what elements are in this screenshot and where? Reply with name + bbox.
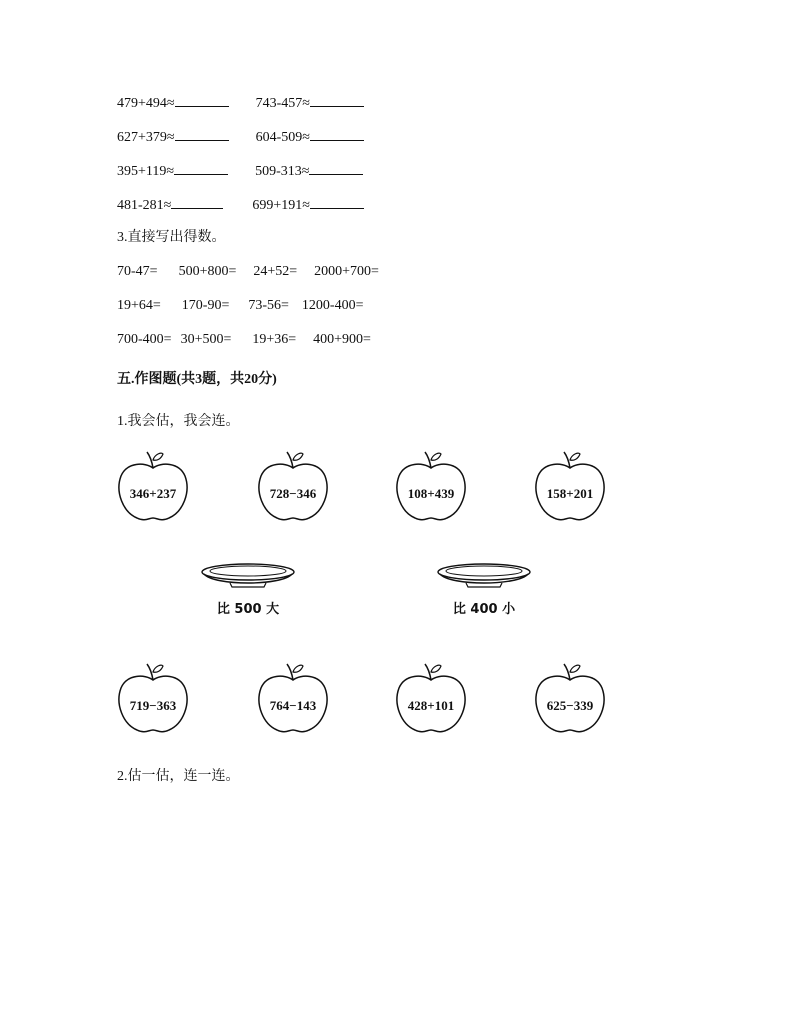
plate-label: 比 500 大 [216,602,280,617]
estimate-expression: 481-281≈ [117,198,172,213]
apple-expression: 158+201 [546,486,594,501]
apple-bottom-1[interactable] [115,660,191,736]
estimate-expression: 509-313≈ [255,164,310,179]
calc-item: 73-56= [248,298,289,313]
apple-expression: 764−143 [269,698,317,713]
estimate-expression: 743-457≈ [255,96,310,111]
calc-item: 400+900= [313,332,371,347]
estimate-expression: 604-509≈ [255,130,310,145]
calc-item: 170-90= [181,298,230,313]
apple-top-3[interactable] [393,448,469,524]
apple-expression: 428+101 [407,698,455,713]
calc-item: 500+800= [178,264,237,279]
plate-greater-than-500[interactable] [200,562,296,622]
answer-blank[interactable] [175,93,229,107]
calc-item: 2000+700= [314,264,379,279]
q1-title: 1.我会估，我会连。 [117,414,240,429]
calc-item: 24+52= [253,264,298,279]
plate-label: 比 400 小 [452,602,516,617]
answer-blank[interactable] [310,195,364,209]
answer-blank[interactable] [174,161,228,175]
answer-blank[interactable] [175,127,229,141]
apple-top-4[interactable] [532,448,608,524]
estimate-expression: 479+494≈ [117,96,175,111]
answer-blank[interactable] [310,127,364,141]
apple-expression: 728−346 [269,486,317,501]
estimate-expression: 699+191≈ [252,198,310,213]
calc-item: 19+64= [117,298,161,313]
q2-title: 2.估一估，连一连。 [117,769,240,784]
estimate-row-4 [117,195,364,215]
section5-title: 五.作图题(共3题，共20分) [117,372,277,387]
apple-bottom-3[interactable] [393,660,469,736]
apple-bottom-4[interactable] [532,660,608,736]
calc-item: 70-47= [117,264,158,279]
calc-row-2 [117,297,363,315]
estimate-row-3 [117,161,363,181]
apple-bottom-2[interactable] [255,660,331,736]
answer-blank[interactable] [310,93,364,107]
calc-row-3 [117,331,371,349]
apple-top-2[interactable] [255,448,331,524]
apple-expression: 346+237 [129,486,177,501]
calc-item: 700-400= [117,332,172,347]
apple-top-1[interactable] [115,448,191,524]
apple-expression: 625−339 [546,698,594,713]
answer-blank[interactable] [171,195,223,209]
section3-title: 3.直接写出得数。 [117,230,226,245]
answer-blank[interactable] [309,161,363,175]
plate-icon [200,562,296,592]
apple-expression: 108+439 [407,486,455,501]
calc-item: 30+500= [180,332,232,347]
plate-icon [436,562,532,592]
plate-less-than-400[interactable] [436,562,532,622]
calc-item: 1200-400= [301,298,364,313]
estimate-expression: 627+379≈ [117,130,175,145]
estimate-row-1 [117,93,364,113]
calc-item: 19+36= [252,332,297,347]
estimate-row-2 [117,127,364,147]
calc-row-1 [117,263,379,281]
apple-expression: 719−363 [129,698,177,713]
estimate-expression: 395+119≈ [117,164,175,179]
